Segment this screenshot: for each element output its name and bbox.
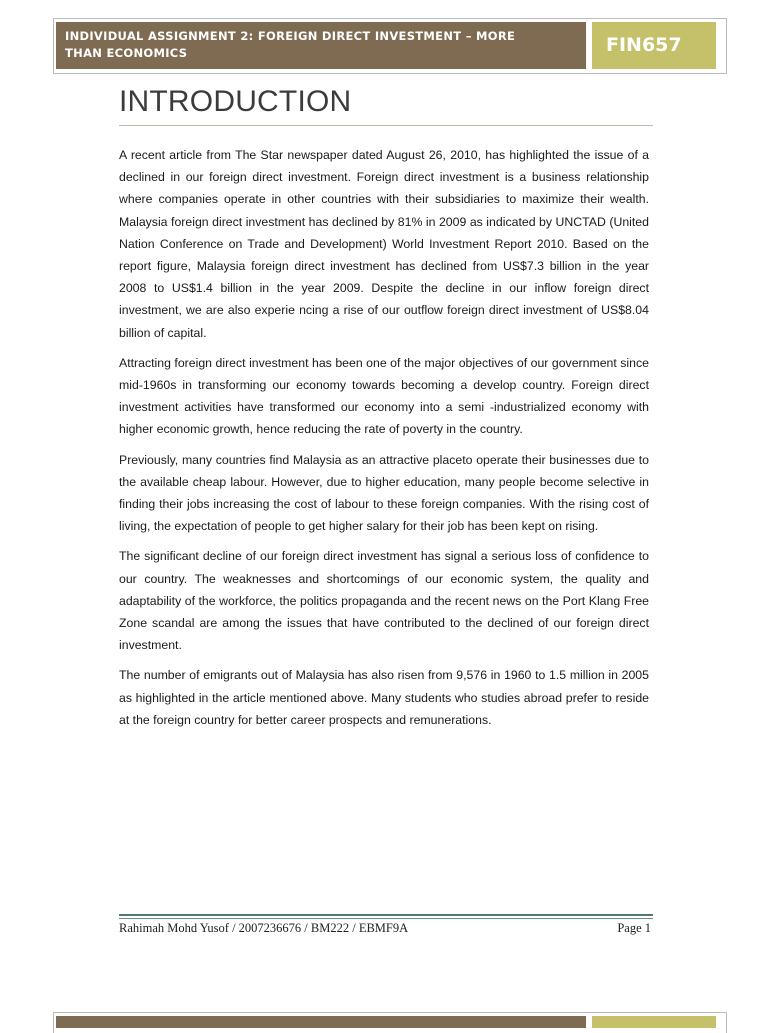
paragraph-4: The significant decline of our foreign direct investment has signal a serious loss of confidence to our country. The weaknesses and shortcomings of our economic system, the quality and adaptability of the workforce, the politics propaganda and the recent news on the Port Klang Free Zone scandal are among the issues that have contributed to the declined of our foreign direct investment.: [119, 549, 649, 653]
header-assignment-title: [56, 22, 586, 69]
paragraph-2: Attracting foreign direct investment has been one of the major objectives of our government since mid-1960s in transforming our economy towards becoming a develop country. Foreign direct investment activities have transformed our economy into a semi -industrialized economy with higher economic growth, hence reducing the rate of poverty in the country.: [119, 355, 649, 437]
section-title: INTRODUCTION: [119, 85, 352, 118]
paragraph-5: The number of emigrants out of Malaysia has also risen from 9,576 in 1960 to 1.5 million in 2005 as highlighted in the article mentioned above. Many students who studies abroad prefer to reside at the foreign country for better career prospects and remunerations.: [119, 668, 649, 727]
body-text: [119, 144, 649, 739]
course-code-badge: FIN657: [592, 22, 716, 69]
footer-author-info: Rahimah Mohd Yusof / 2007236676 / BM222 / EBMF9A: [119, 921, 409, 935]
title-divider: [119, 125, 653, 126]
header-title-line2: THAN ECONOMICS: [65, 46, 188, 60]
footer-divider: [119, 914, 653, 916]
next-page-header-right: [592, 1016, 716, 1028]
page-number: Page 1: [617, 921, 651, 935]
next-page-header-left: [56, 1016, 586, 1028]
header-title-line1: INDIVIDUAL ASSIGNMENT 2: FOREIGN DIRECT INVESTMENT – MORE: [65, 29, 516, 43]
paragraph-3: Previously, many countries find Malaysia as an attractive placeto operate their businesses due to the available cheap labour. However, due to higher education, many people become selective in finding their jobs increasing the cost of labour to these foreign companies. With the rising cost of living, the expectation of people to get higher salary for their job has been kept on rising.: [119, 452, 649, 534]
paragraph-1: A recent article from The Star newspaper dated August 26, 2010, has highlighted the issue of a declined in our foreign direct investment. Foreign direct investment is a business relationship where companies operate in other countries with their subsidiaries to maximize their wealth. Malaysia foreign direct investment has declined by 81% in 2009 as indicated by UNCTAD (United Nation Conference on Trade and Development) World Investment Report 2010. Based on the report figure, Malaysia foreign direct investment has declined from US$7.3 billion in the year 2008 to US$1.4 billion in the year 2009. Despite the decline in our inflow foreign direct investment, we are also experie ncing a rise of our outflow foreign direct investment of US$8.04 billion of capital.: [119, 148, 649, 340]
footer-divider-thin: [119, 918, 653, 919]
